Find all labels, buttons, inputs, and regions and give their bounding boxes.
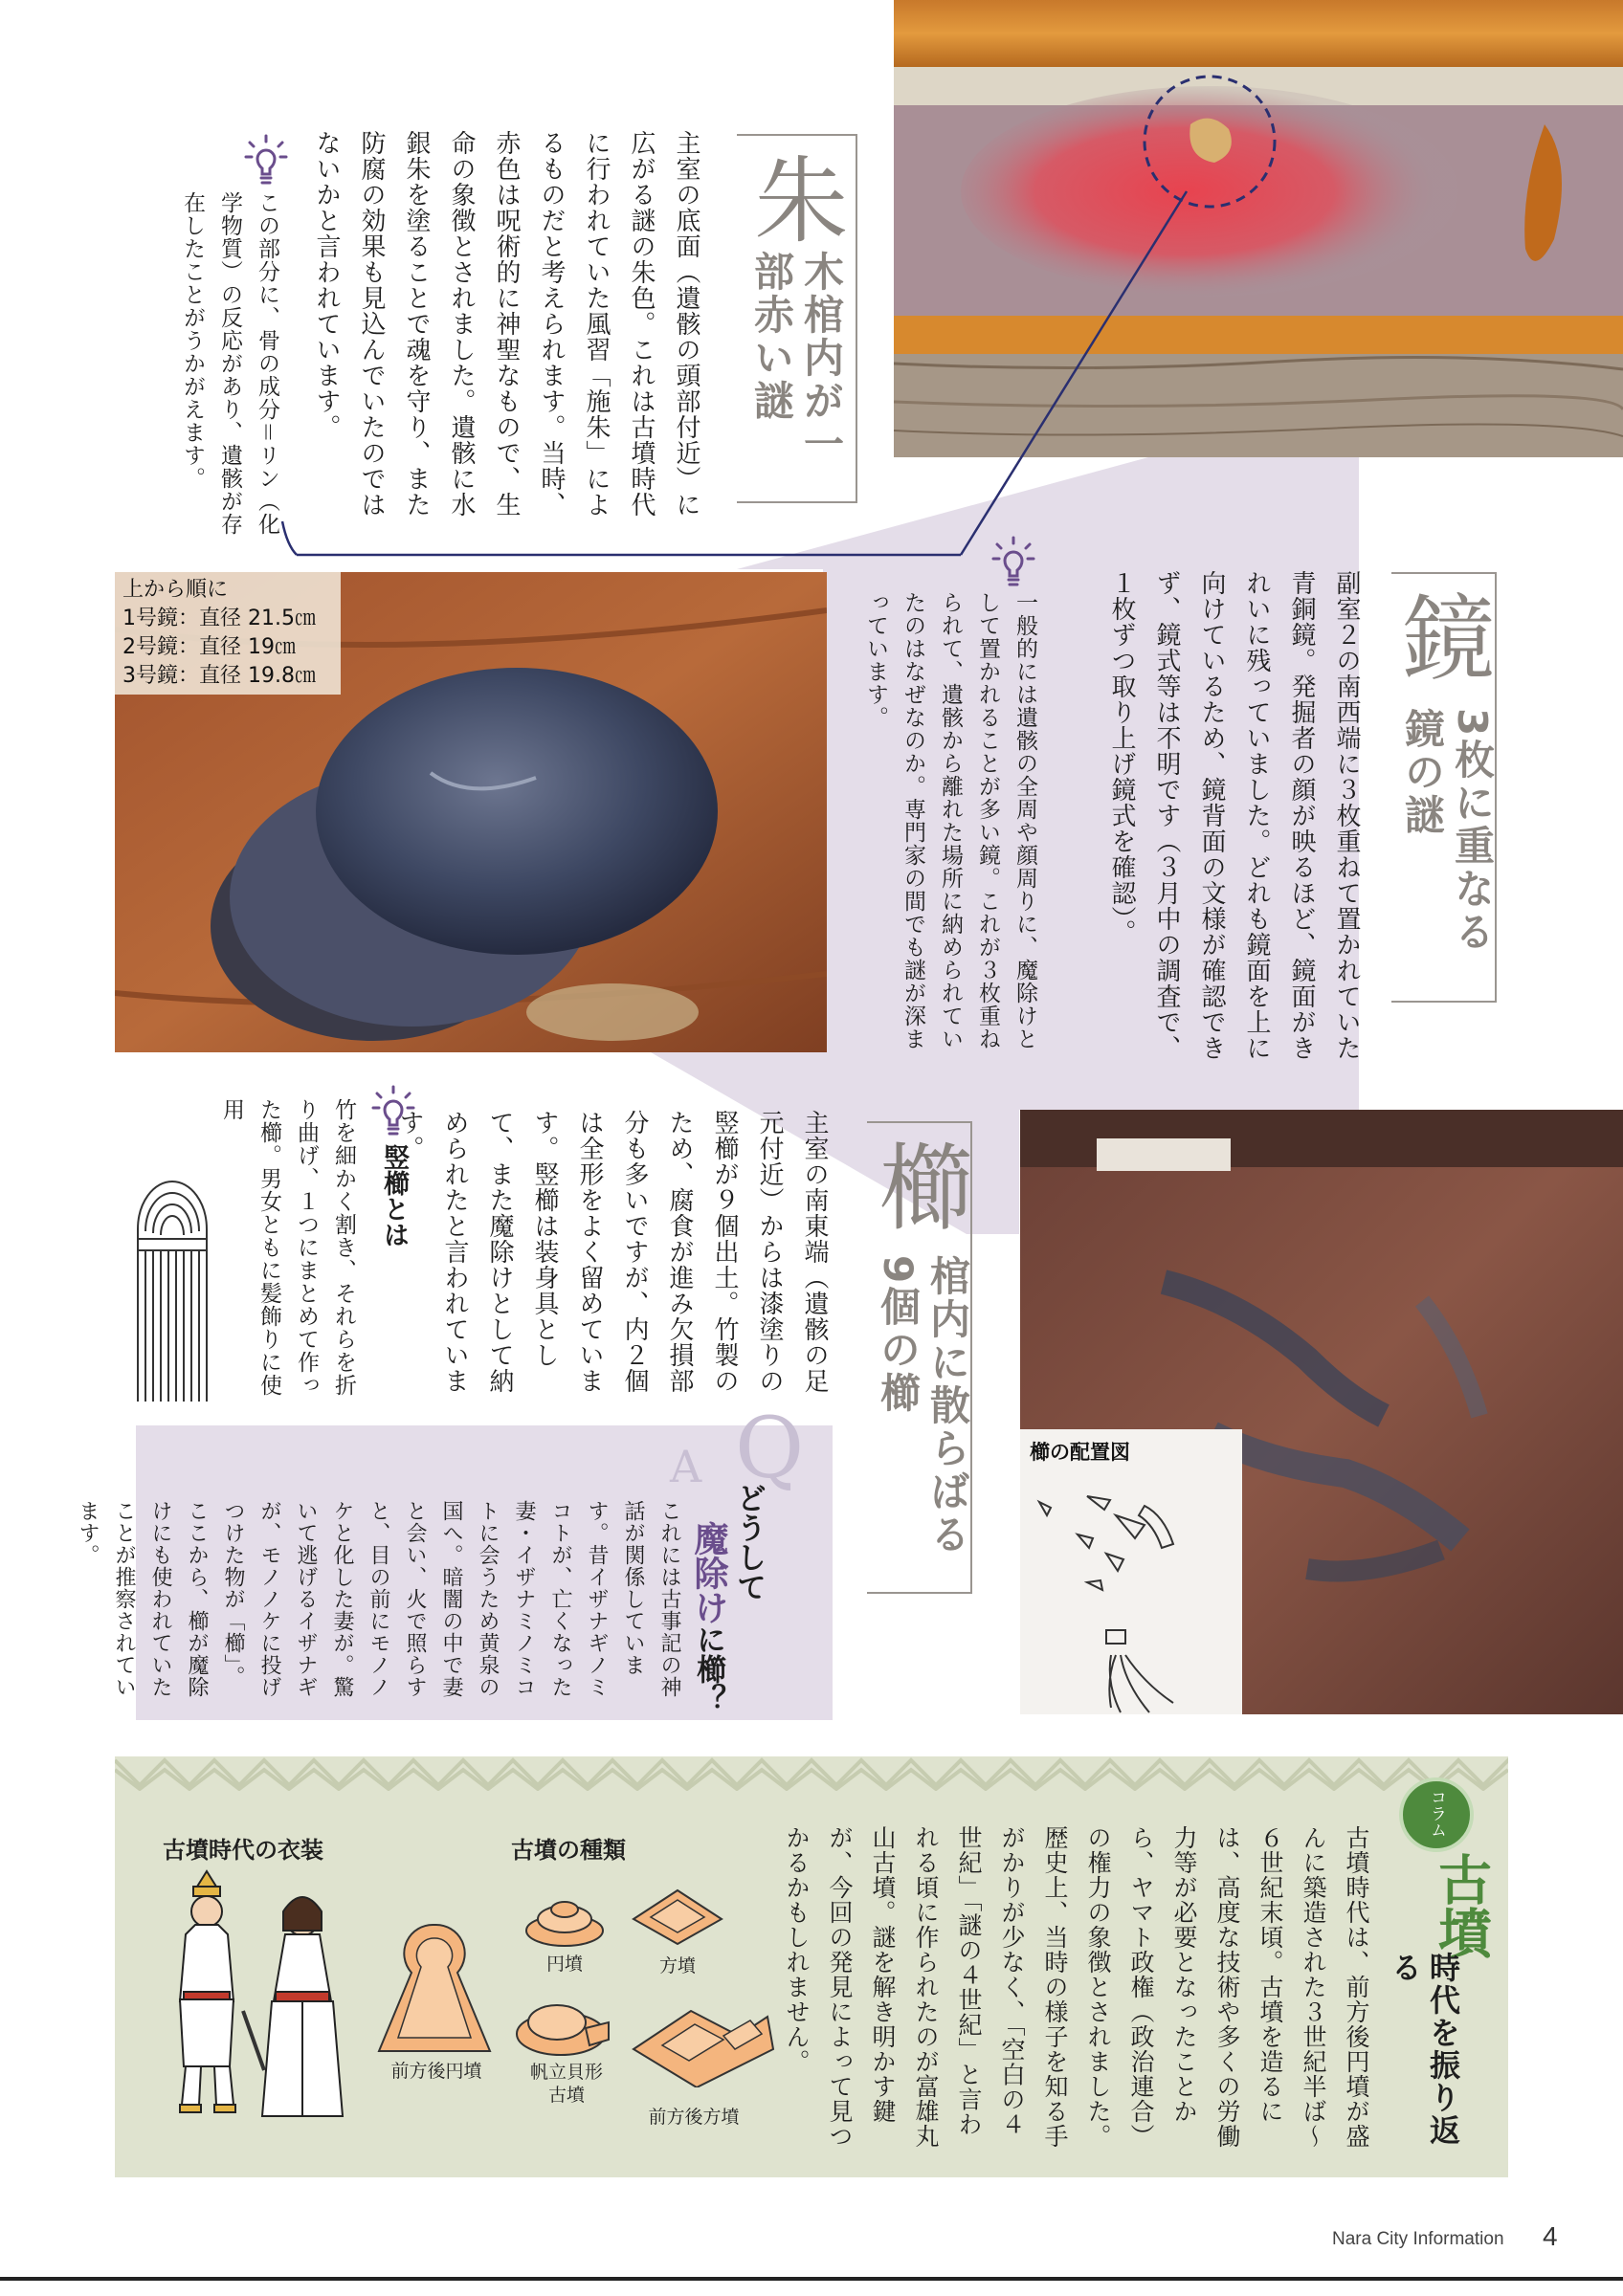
vertical-comb-illustration (134, 1172, 211, 1411)
hotate-illustration (513, 1990, 612, 2061)
question-tail: に櫛？ (691, 1624, 725, 1713)
qa-answer: これには古事記の神話が関係しています。昔イザナギノミコトが、亡くなった妻・イザナミノミコトに会うため黄泉の国へ。暗闇の中で妻と会い、火で照らすと、目の前にモノノケと化した妻が。驚いて逃げるイザナギが、モノノケに投げつけた物が「櫛」。ここから、櫛が魔除けにも使われていたことが推察されています。 (76, 1500, 681, 1698)
kofun-costume-illustration (151, 1867, 362, 2137)
shu-tip: この部分に、骨の成分＝リン（化学物質）の反応があり、遺骸が存在したことがうかがえます。 (180, 191, 279, 536)
publication-name: Nara City Information (1332, 2229, 1504, 2249)
mirror-caption-line: 3号鏡：直径 19.8㎝ (122, 664, 316, 688)
lightbulb-icon (991, 536, 1035, 589)
kushi-body: 主室の南東端（遺骸の足元付近）からは漆塗りの竪櫛が９個出土。竹製のため、腐食が進み欠損部分も多いですが、内２個は全形をよく留めています。竪櫛は装身具として、また魔除けとして納められたと言われています。 (395, 1110, 829, 1394)
hotate-label-line2: 古墳 (547, 2085, 585, 2106)
shu-body: 主室の底面（遺骸の頭部付近）に広がる謎の朱色。これは古墳時代に行われていた風習「施朱」によるものだと考えられます。当時、赤色は呪術的に神聖なもので、生命の象徴とされました。遺骸に水銀朱を塗ることで魂を守り、また防腐の効果も見込んでいたのではないかと言われています。 (312, 130, 700, 518)
shu-heading: 朱 (739, 151, 848, 245)
shu-subtitle: 木棺内が一部赤い謎 (748, 251, 845, 466)
comb-layout-caption: 櫛の配置図 (1030, 1441, 1130, 1464)
column-title-big: 古墳 (1430, 1852, 1493, 1959)
kushi-subtitle: 棺内に散らばる9個の櫛 (875, 1255, 971, 1556)
lightbulb-icon (244, 134, 288, 188)
zenpo-koho-label: 前方後方墳 (648, 2107, 740, 2128)
hotate-label-line1: 帆立貝形 (529, 2062, 603, 2083)
kagami-heading: 鏡 (1386, 589, 1495, 683)
enpun-label: 円墳 (545, 1954, 583, 1975)
a-mark: A (670, 1441, 702, 1492)
kagami-subtitle: 3枚に重なる鏡の謎 (1399, 708, 1496, 955)
comb-layout-diagram (1020, 1429, 1242, 1714)
mirror-caption-line: 上から順に (122, 578, 229, 602)
zenpo-koho-illustration (624, 1982, 777, 2087)
costume-heading: 古墳時代の衣装 (163, 1837, 323, 1864)
hotate-label (517, 2061, 616, 2107)
mirror-caption-line: 1号鏡：直径 21.5㎝ (122, 607, 316, 630)
kushi-tip: 竹を細かく割き、それらを折り曲げ、１つにまとめて作った櫛。男女ともに髪飾りに使用 (219, 1098, 356, 1397)
mirror-caption-line: 2号鏡：直径 19㎝ (122, 635, 296, 659)
kushi-heading: 櫛 (863, 1138, 972, 1232)
q-mark: Q (735, 1399, 805, 1497)
types-heading: 古墳の種類 (511, 1837, 626, 1864)
zenpo-koen-label: 前方後円墳 (390, 2061, 482, 2082)
column-badge (1399, 1777, 1474, 1852)
qa-question (729, 1483, 767, 1712)
kushi-tip-title: 竪櫛とは (379, 1144, 409, 1247)
comb-layout-sketch (1020, 1468, 1242, 1714)
column-badge-label: コラム (1427, 1789, 1446, 1838)
kagami-tip: 一般的には遺骸の全周や顔周りに、魔除けとして置かれることが多い鏡。これが３枚重ねられて、遺骸から離れた場所に納められていたのはなぜなのか。専門家の間でも謎が深まっています。 (863, 591, 1037, 1050)
mirror-caption (115, 572, 341, 695)
footer-rule (0, 2277, 1623, 2281)
column-body: 古墳時代は、前方後円墳が盛んに築造された３世紀半ば～６世紀末頃。古墳を造るには、高度な技術や多くの労働力等が必要となったことから、ヤマト政権（政治連合）の権力の象徴とされました。 歴史上、当時の様子を知る手がかりが少なく、「空白の４世紀」「謎の４世紀」と言われる頃に作られたのが富雄丸山古墳。謎を解き明かす鍵が、今回の発見によって見つかるかもしれません。 (783, 1825, 1370, 2162)
zenpo-koen-illustration (375, 1921, 494, 2055)
hofun-label: 方墳 (658, 1955, 696, 1976)
question-strong: 魔除け (689, 1521, 728, 1624)
enpun-illustration (524, 1890, 605, 1948)
page-number: 4 (1543, 2221, 1558, 2251)
question-lead: どうして (731, 1483, 766, 1601)
kagami-body: 副室２の南西端に３枚重ねて置かれていた青銅鏡。発掘者の顔が映るほど、鏡面がきれいに残っていました。どれも鏡面を上に向けているため、鏡背面の文様が確認できず、鏡式等は不明です（３月中の調査で、１枚ずつ取り上げ鏡式を確認）。 (1107, 570, 1361, 1061)
column-title-rest: 時代を振り返る (1387, 1952, 1461, 2147)
lightbulb-icon (371, 1085, 415, 1138)
qa-question-main (689, 1521, 727, 1713)
chevron-border (115, 1756, 1508, 1791)
hofun-illustration (630, 1887, 725, 1948)
